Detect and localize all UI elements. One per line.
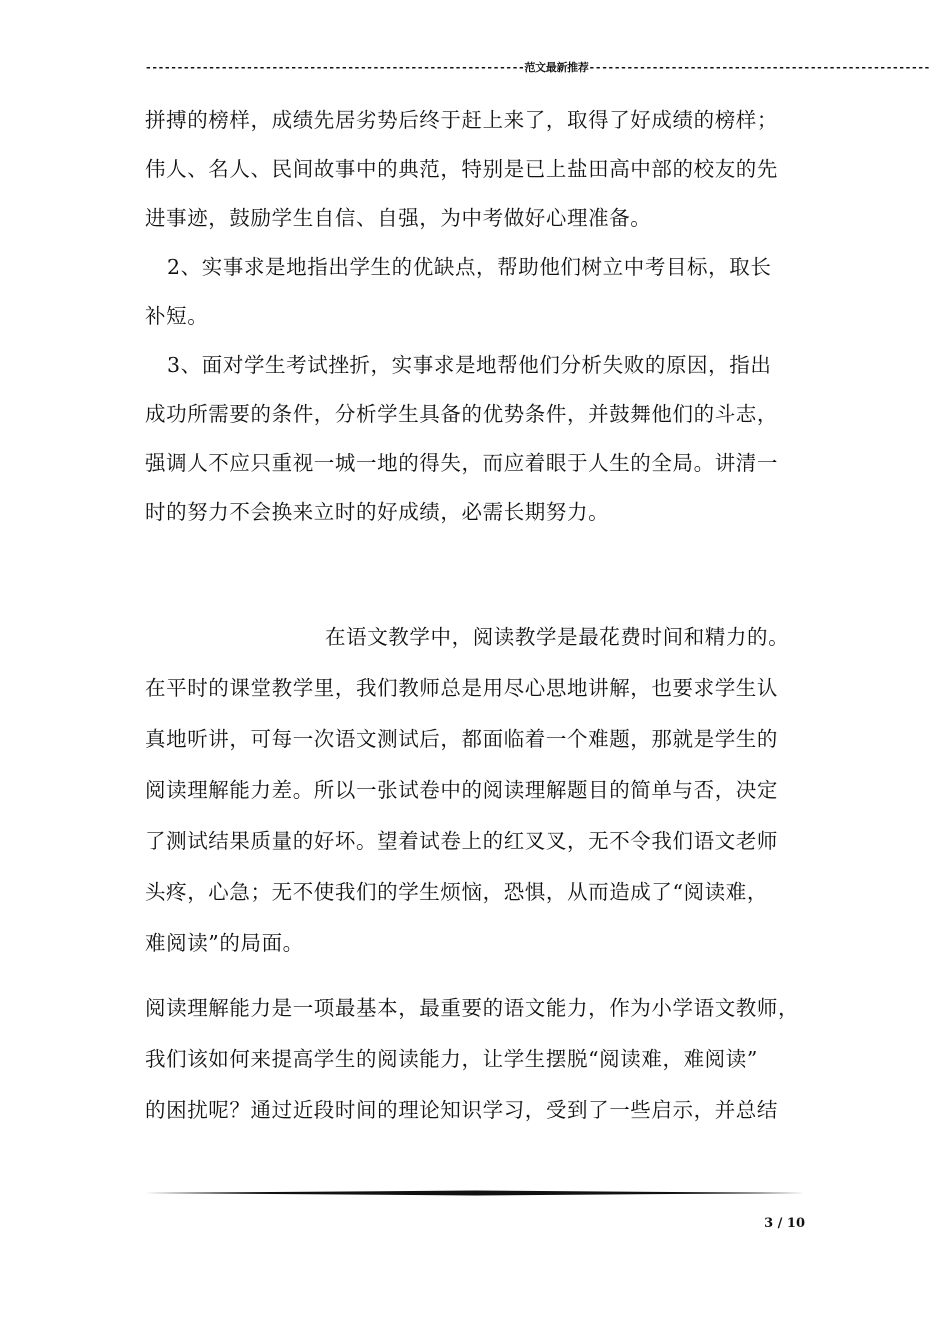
footer-divider	[145, 1190, 805, 1196]
paragraph-line: 2、实事求是地指出学生的优缺点，帮助他们树立中考目标，取长	[167, 255, 772, 279]
paragraph-line: 的困扰呢？通过近段时间的理论知识学习，受到了一些启示，并总结	[145, 1098, 778, 1122]
paragraph-line: 时的努力不会换来立时的好成绩，必需长期努力。	[145, 500, 610, 524]
paragraph-line: 头疼，心急；无不使我们的学生烦恼，恐惧，从而造成了“阅读难，	[145, 880, 768, 904]
paragraph-line: 补短。	[145, 304, 209, 328]
text-block-bottom	[145, 983, 815, 1136]
paragraph-line: 阅读理解能力差。所以一张试卷中的阅读理解题目的简单与否，决定	[145, 778, 778, 802]
paragraph-line: 伟人、名人、民间故事中的典范，特别是已上盐田高中部的校友的先	[145, 157, 778, 181]
paragraph-line: 3、面对学生考试挫折，实事求是地帮他们分析失败的原因，指出	[167, 353, 772, 377]
paragraph-line: 难阅读”的局面。	[145, 931, 304, 955]
text-block-top	[145, 96, 815, 537]
paragraph-line: 阅读理解能力是一项最基本，最重要的语文能力，作为小学语文教师，	[145, 996, 800, 1020]
text-block-middle	[145, 612, 815, 969]
paragraph-line: 进事迹，鼓励学生自信、自强，为中考做好心理准备。	[145, 206, 652, 230]
page-number: 3 / 10	[764, 1216, 805, 1231]
paragraph-line: 真地听讲，可每一次语文测试后，都面临着一个难题，那就是学生的	[145, 727, 778, 751]
paragraph-line: 了测试结果质量的好坏。望着试卷上的红叉叉，无不令我们语文老师	[145, 829, 778, 853]
paragraph-line: 在语文教学中，阅读教学是最花费时间和精力的。	[325, 625, 790, 649]
paragraph-line: 成功所需要的条件，分析学生具备的优势条件，并鼓舞他们的斗志，	[145, 402, 778, 426]
paragraph-line: 拼搏的榜样，成绩先居劣势后终于赶上来了，取得了好成绩的榜样；	[145, 108, 778, 132]
page-header: ------------------------------------------------------------范文最新推荐------------------------------------------------------	[145, 61, 930, 74]
paragraph-line: 强调人不应只重视一城一地的得失，而应着眼于人生的全局。讲清一	[145, 451, 778, 475]
paragraph-line: 我们该如何来提高学生的阅读能力，让学生摆脱“阅读难，难阅读”	[145, 1047, 758, 1071]
paragraph-line: 在平时的课堂教学里，我们教师总是用尽心思地讲解，也要求学生认	[145, 676, 778, 700]
